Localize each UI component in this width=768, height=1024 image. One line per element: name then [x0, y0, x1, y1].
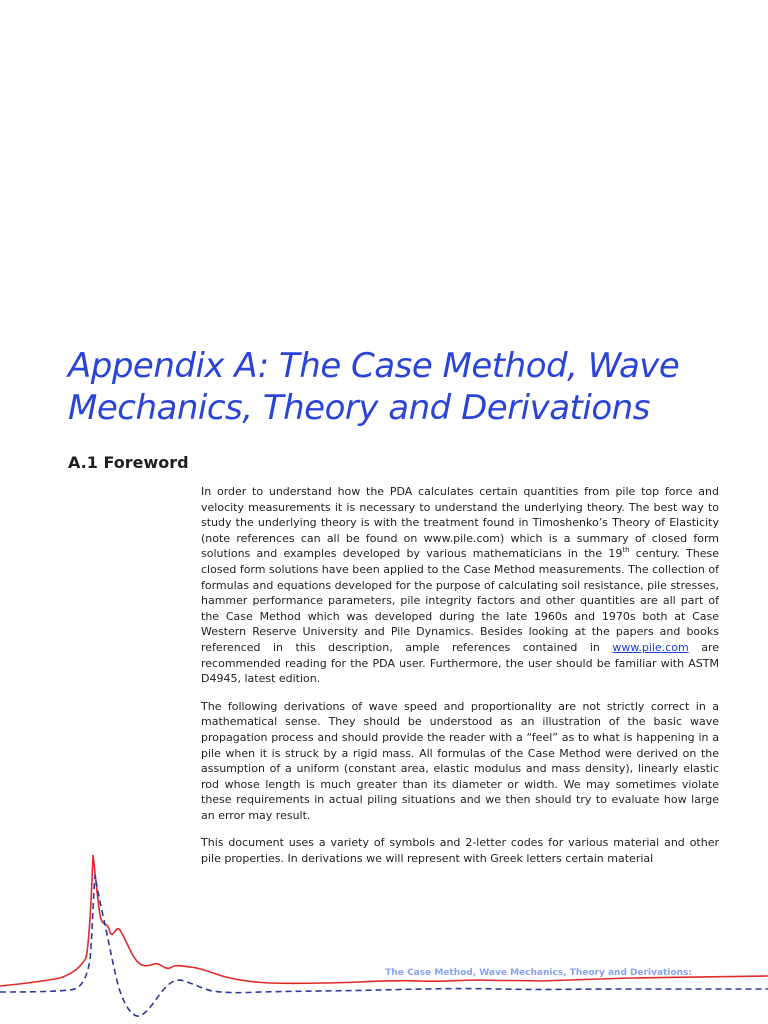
paragraph-2: The following derivations of wave speed and proportionality are not strictly correct in a mathematical sense. They should be understood as an illustration of the basic wave propagation process and should provide the reader with a “feel” as to what is happening in a pile when it is struck by a rigid mass. All formulas of the Case Method were derived on the assumption of a uniform (constant area, elastic modulus and mass density), linearly elastic rod whose length is much greater than its diameter or width. We may sometimes violate these requirements in actual piling situations and we then should try to evaluate how large an error may result.: [201, 699, 719, 822]
section-heading-foreword: A.1 Foreword: [68, 453, 189, 472]
decorative-wave-graphic: [0, 840, 768, 1024]
paragraph-1-part-3: are recommended reading for the PDA user. Furthermore, the user should be familiar with ASTM D4945, latest edition.: [201, 640, 719, 686]
superscript-th: th: [622, 546, 630, 555]
velocity-wave-line: [0, 875, 768, 1016]
paragraph-1-part-2: century. These closed form solutions have been applied to the Case Method measurements. The collection of formulas and equations developed for the purpose of calculating soil resistance, pile stresses, hammer performance parameters, pile integrity factors and other quantities are all part of the Case Method which was developed during the late 1960s and 1970s both at Case Western Reserve University and Pile Dynamics. Besides looking at the papers and books referenced in this description, ample references contained in: [201, 547, 720, 654]
footer-running-title: The Case Method, Wave Mechanics, Theory and Derivations:: [385, 968, 692, 978]
paragraph-1-part-1: In order to understand how the PDA calculates certain quantities from pile top force and velocity measurements it is necessary to understand the underlying theory. The best way to study the underlying theory is with the treatment found in Timoshenko’s Theory of Elasticity (note references can all be found on www.pile.com) which is a summary of closed form solutions and examples developed by various mathematicians in the 19: [201, 485, 719, 561]
body-text: [201, 484, 719, 879]
paragraph-1: [201, 484, 719, 687]
force-wave-line: [0, 855, 768, 986]
appendix-title: Appendix A: The Case Method, Wave Mechanics, Theory and Derivations: [68, 346, 680, 428]
paragraph-3: This document uses a variety of symbols and 2-letter codes for various material and other pile properties. In derivations we will represent with Greek letters certain material: [201, 836, 719, 866]
pile-com-link[interactable]: www.pile.com: [612, 640, 689, 654]
